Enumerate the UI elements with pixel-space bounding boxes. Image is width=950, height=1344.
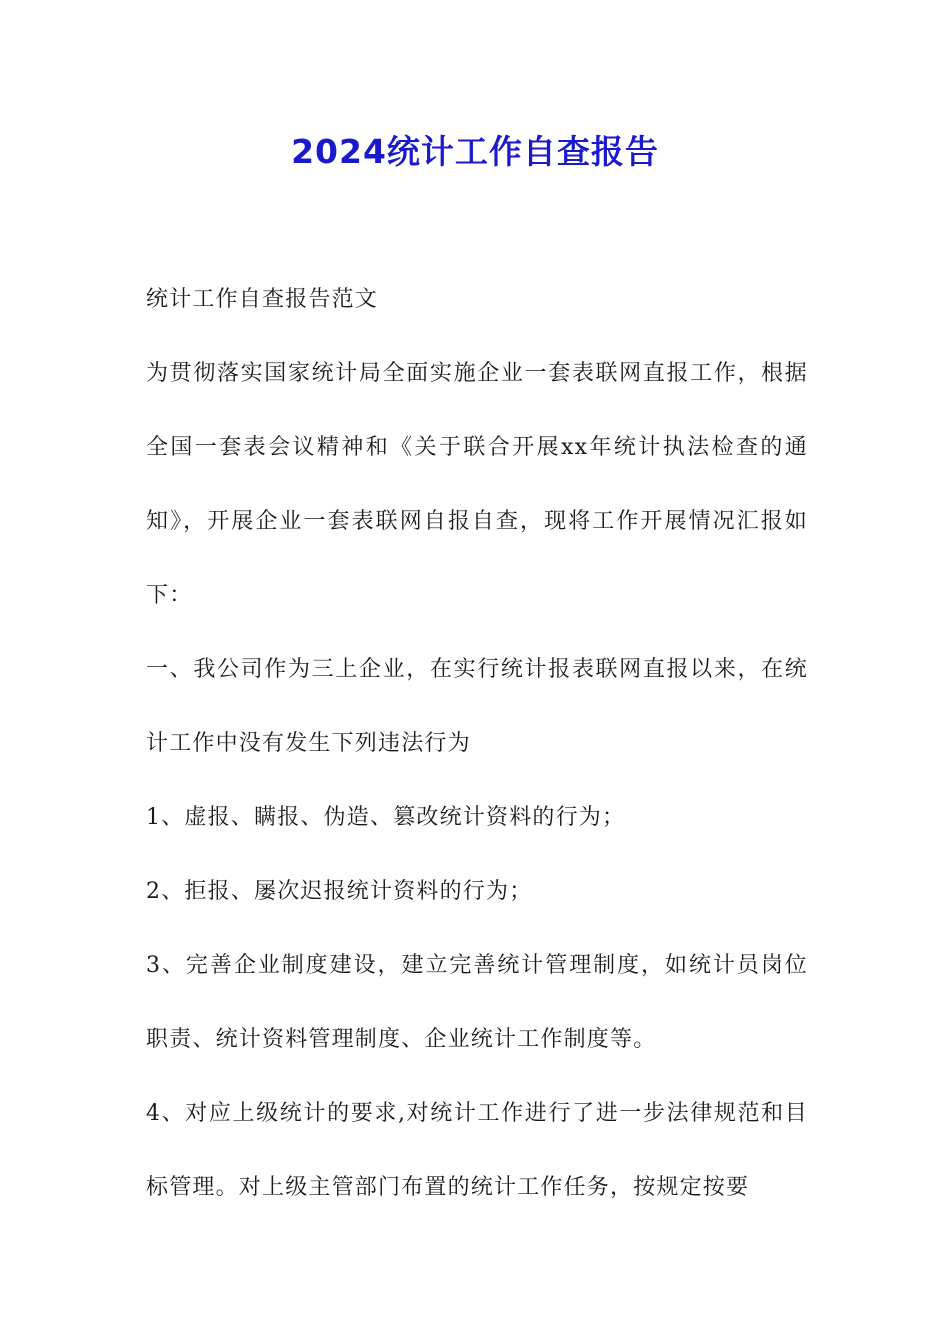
paragraph-section-one: 一、我公司作为三上企业，在实行统计报表联网直报以来，在统计工作中没有发生下列违法行为 [146,657,808,756]
paragraph-item-3: 3、完善企业制度建设，建立完善统计管理制度，如统计员岗位职责、统计资料管理制度、企业统计工作制度等。 [146,953,808,1052]
paragraph-item-2: 2、拒报、屡次迟报统计资料的行为； [146,879,533,904]
paragraph-item-1: 1、虚报、瞒报、伪造、篡改统计资料的行为； [146,805,626,830]
paragraph-item-4: 4、对应上级统计的要求,对统计工作进行了进一步法律规范和目标管理。对上级主管部门布置的统计工作任务，按规定按要 [146,1101,808,1200]
paragraph-subtitle: 统计工作自查报告范文 [146,287,379,312]
document-body [146,263,808,1225]
paragraph-intro: 为贯彻落实国家统计局全面实施企业一套表联网直报工作，根据全国一套表会议精神和《关于联合开展xx年统计执法检查的通知》，开展企业一套表联网自报自查，现将工作开展情况汇报如下： [146,361,808,608]
document-title: 2024统计工作自查报告 [291,132,659,171]
